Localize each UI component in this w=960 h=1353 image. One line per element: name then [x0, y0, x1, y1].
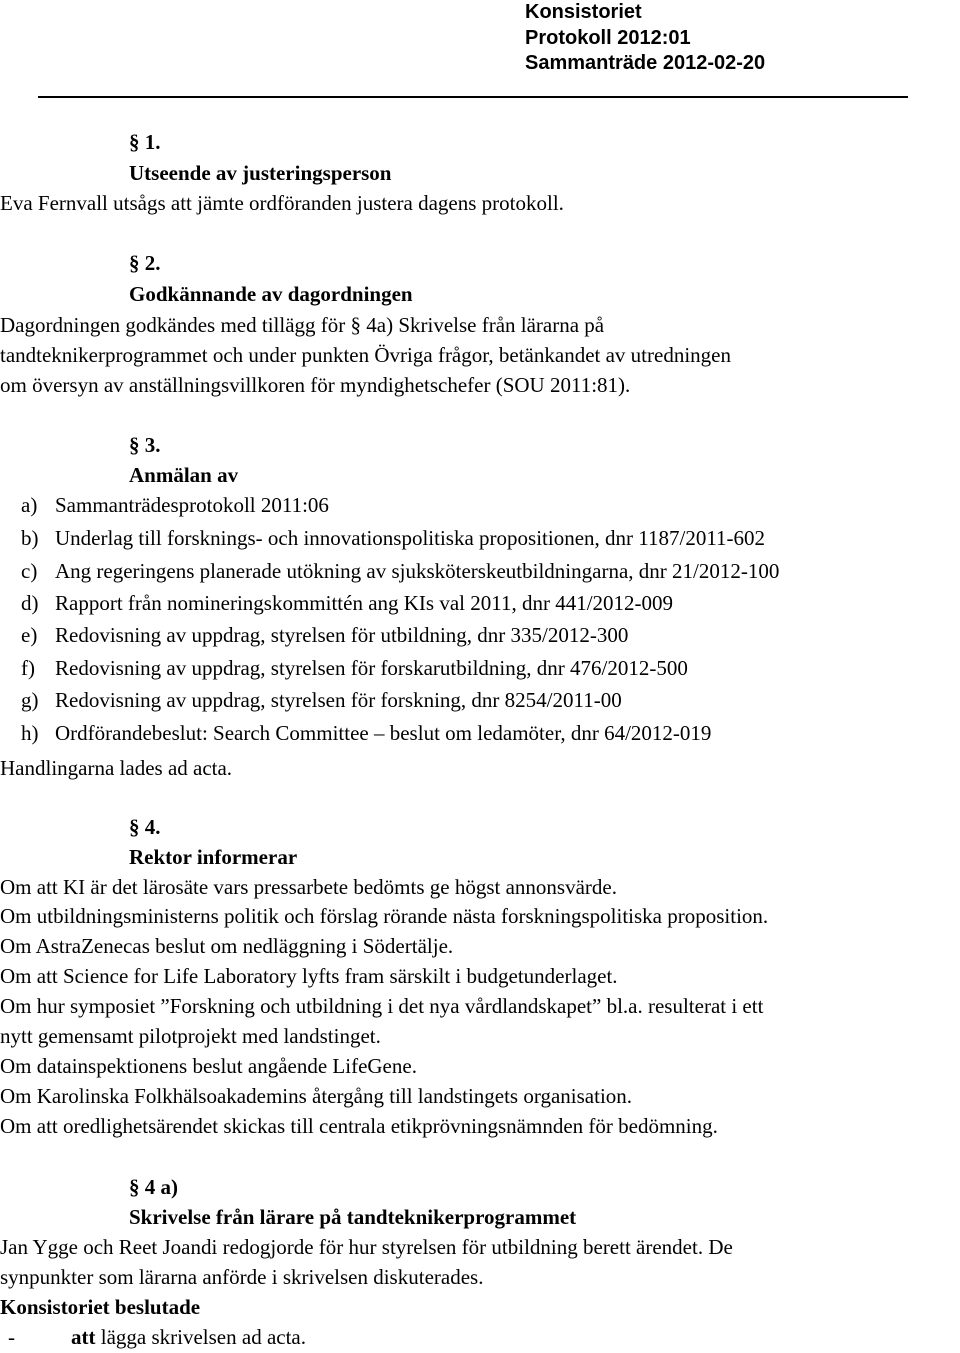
list-item: [21, 687, 622, 713]
section-4a-line: Jan Ygge och Reet Joandi redogjorde för hur styrelsen för utbildning berett ärendet. De: [0, 1235, 733, 1259]
list-item: [21, 525, 765, 551]
section-4a-line: synpunkter som lärarna anförde i skrivelsen diskuterades.: [0, 1265, 484, 1289]
list-item: [21, 492, 329, 518]
section-1-number: § 1.: [129, 130, 161, 154]
list-item: [21, 622, 628, 648]
section-4a-number: § 4 a): [129, 1175, 178, 1199]
section-4-number: § 4.: [129, 815, 161, 839]
list-item: [21, 720, 711, 746]
section-2-number: § 2.: [129, 251, 161, 275]
section-1-text: Eva Fernvall utsågs att jämte ordföranden justera dagens protokoll.: [0, 191, 564, 215]
list-item: [21, 590, 673, 616]
section-3-closing: Handlingarna lades ad acta.: [0, 756, 233, 780]
list-item-text: Ang regeringens planerade utökning av sjuksköterskeutbildningarna, dnr 21/2012-100: [55, 559, 780, 583]
header-meeting-date: Sammanträde 2012-02-20: [525, 52, 766, 74]
list-item-text: Redovisning av uppdrag, styrelsen för forskning, dnr 8254/2011-00: [55, 688, 622, 712]
list-item-label: h): [21, 721, 39, 745]
section-3-title: Anmälan av: [129, 463, 239, 487]
list-item-text: Redovisning av uppdrag, styrelsen för utbildning, dnr 335/2012-300: [55, 623, 629, 647]
section-3-number: § 3.: [129, 433, 161, 457]
decision-text: lägga skrivelsen ad acta.: [95, 1325, 306, 1349]
section-1-title: Utseende av justeringsperson: [129, 161, 392, 185]
list-item-label: e): [21, 623, 38, 647]
list-item-text: Ordförandebeslut: Search Committee – beslut om ledamöter, dnr 64/2012-019: [55, 721, 712, 745]
section-4-line: Om att Science for Life Laboratory lyfts fram särskilt i budgetunderlaget.: [0, 964, 618, 988]
section-4-line: nytt gemensamt pilotprojekt med landstinget.: [0, 1024, 381, 1048]
section-4a-title: Skrivelse från lärare på tandteknikerprogrammet: [129, 1205, 577, 1229]
section-4-line: Om hur symposiet ”Forskning och utbildning i det nya vårdlandskapet” bl.a. resulterat i ett: [0, 994, 764, 1018]
decision-dash: -: [8, 1325, 15, 1349]
list-item-text: Rapport från nomineringskommittén ang KIs val 2011, dnr 441/2012-009: [55, 591, 674, 615]
decision-heading: Konsistoriet beslutade: [0, 1295, 201, 1319]
section-2-line: om översyn av anställningsvillkoren för myndighetschefer (SOU 2011:81).: [0, 373, 631, 397]
section-4-line: Om att oredlighetsärendet skickas till centrala etikprövningsnämnden för bedömning.: [0, 1114, 718, 1138]
decision-item: [0, 1324, 306, 1350]
header-divider: [38, 96, 908, 98]
list-item-text: Underlag till forsknings- och innovationspolitiska propositionen, dnr 1187/2011-602: [55, 526, 766, 550]
header-protocol: Protokoll 2012:01: [525, 27, 691, 49]
section-4-title: Rektor informerar: [129, 845, 298, 869]
list-item-label: g): [21, 688, 39, 712]
list-item-label: b): [21, 526, 39, 550]
section-2-title: Godkännande av dagordningen: [129, 282, 413, 306]
list-item-label: d): [21, 591, 39, 615]
list-item-text: Redovisning av uppdrag, styrelsen för forskarutbildning, dnr 476/2012-500: [55, 656, 688, 680]
section-4-line: Om datainspektionens beslut angående LifeGene.: [0, 1054, 417, 1078]
section-4-line: Om Karolinska Folkhälsoakademins återgång till landstingets organisation.: [0, 1084, 633, 1108]
list-item: [21, 655, 688, 681]
list-item-label: c): [21, 559, 38, 583]
section-4-line: Om AstraZenecas beslut om nedläggning i Södertälje.: [0, 934, 454, 958]
list-item: [21, 558, 779, 584]
section-4-line: Om att KI är det lärosäte vars pressarbete bedömts ge högst annonsvärde.: [0, 875, 617, 899]
section-4-line: Om utbildningsministerns politik och förslag rörande nästa forskningspolitiska proposition.: [0, 904, 769, 928]
header-org: Konsistoriet: [525, 1, 642, 23]
list-item-label: a): [21, 493, 38, 517]
list-item-label: f): [21, 656, 35, 680]
section-2-line: Dagordningen godkändes med tillägg för § 4a) Skrivelse från lärarna på: [0, 313, 605, 337]
decision-att: att: [71, 1325, 96, 1349]
section-2-line: tandteknikerprogrammet och under punkten Övriga frågor, betänkandet av utredningen: [0, 343, 731, 367]
list-item-text: Sammanträdesprotokoll 2011:06: [55, 493, 329, 517]
